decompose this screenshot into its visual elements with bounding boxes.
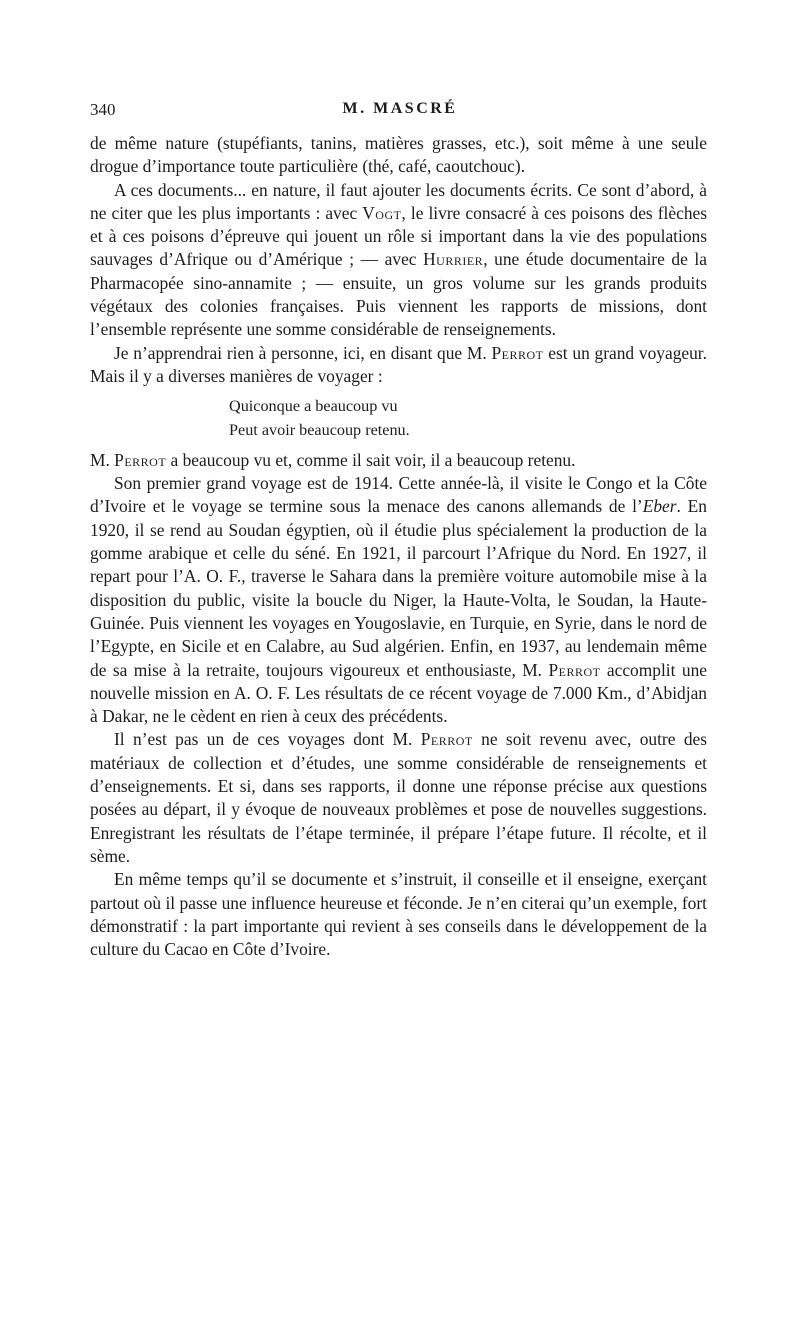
text-span: accomplit une nouvelle mission en A. O. F. Les résultats de ce récent voyage de 7.000 Km., d’Abidjan à Dakar, ne le cèdent en rien à ceux des précédents. bbox=[90, 659, 707, 727]
author-name-perrot: Perrot bbox=[548, 659, 601, 680]
author-name-perrot: Perrot bbox=[491, 342, 544, 363]
paragraph-7: En même temps qu’il se documente et s’instruit, il conseille et il enseigne, exerçant partout où il passe une influence heureuse et féconde. Je n’en citerai qu’un exemple, fort démonstratif : la part importante qui revient à ses conseils dans le développement de la culture du Cacao en Côte d’Ivoire. bbox=[90, 869, 707, 960]
author-name-vogt: Vogt bbox=[362, 202, 402, 223]
author-name-perrot: Perrot bbox=[114, 449, 167, 470]
text-span: M. bbox=[90, 449, 115, 470]
text-span: ne soit revenu avec, outre des matériaux de collection et d’études, une somme considérable de renseignements et d’enseignements. Et si, dans ses rapports, il donne une réponse précise aux questions posées au départ, il y évoque de nouveaux problèmes et pose de nouvelles suggestions. Enregistrant les résultats de l’étape terminée, il prépare l’étape future. Il récolte, et il sème. bbox=[90, 729, 708, 866]
text-span: A ces documents... en nature, il faut ajouter les documents écrits. Ce sont d’abord, à ne citer que les plus importants : avec bbox=[90, 179, 707, 223]
paragraph-1: de même nature (stupéfiants, tanins, matières grasses, etc.), soit même à une seule drogue d’importance toute particulière (thé, café, caoutchouc). bbox=[90, 133, 707, 177]
text-span: . En 1920, il se rend au Soudan égyptien, où il étudie plus spécialement la production de la gomme arabique et celle du séné. En 1921, il parcourt l’Afrique du Nord. En 1927, il repart pour l’A. O. F., traverse le Sahara dans la première voiture automobile mise à la disposition du public, visite la boucle du Niger, la Haute-Volta, le Soudan, la Haute-Guinée. Puis viennent les voyages en Yougoslavie, en Turquie, en Syrie, dans le nord de l’Egypte, en Sicile et en Calabre, au Sud algérien. Enfin, en 1937, au lendemain même de sa mise à la retraite, toujours vigoureux et enthousiaste, M. bbox=[90, 496, 707, 680]
running-title: M. MASCRÉ bbox=[342, 100, 458, 117]
author-name-hurrier: Hurrier bbox=[423, 249, 484, 270]
text-span: Son premier grand voyage est de 1914. Cette année-là, il visite le Congo et la Côte d’Ivoire et le voyage se termine sous la menace des canons allemands de l’ bbox=[90, 473, 707, 517]
text-span: a beaucoup vu et, comme il sait voir, il a beaucoup retenu. bbox=[166, 449, 576, 470]
text-span: Je n’apprendrai rien à personne, ici, en disant que M. bbox=[114, 342, 492, 363]
ship-name-eber: Eber bbox=[642, 496, 677, 517]
author-name-perrot: Perrot bbox=[420, 729, 473, 750]
verse-line-2: Peut avoir beaucoup retenu. bbox=[229, 420, 410, 439]
text-span: , une étude documentaire de la Pharmacopée sino-annamite ; — ensuite, un gros volume sur les grands produits végétaux des colonies françaises. Puis viennent les rapports de missions, dont l’ensemble représente une somme considérable de renseignements. bbox=[90, 249, 707, 340]
paragraph-3 bbox=[90, 342, 707, 389]
paragraph-6 bbox=[90, 728, 707, 868]
verse-quote bbox=[229, 395, 707, 442]
verse-line-1: Quiconque a beaucoup vu bbox=[229, 397, 398, 416]
page-number: 340 bbox=[90, 100, 116, 119]
text-span: est un grand voyageur. Mais il y a diverses manières de voyager : bbox=[90, 342, 707, 386]
text-span: Il n’est pas un de ces voyages dont M. bbox=[114, 729, 421, 750]
page-header bbox=[90, 100, 710, 122]
paragraph-4 bbox=[90, 449, 707, 472]
text-span: , le livre consacré à ces poisons des flèches et à ces poisons d’épreuve qui jouent un rôle si important dans la vie des populations sauvages d’Afrique ou d’Amérique ; — avec bbox=[90, 202, 707, 270]
paragraph-5 bbox=[90, 472, 707, 728]
body-text bbox=[90, 132, 707, 961]
paragraph-2 bbox=[90, 179, 707, 342]
